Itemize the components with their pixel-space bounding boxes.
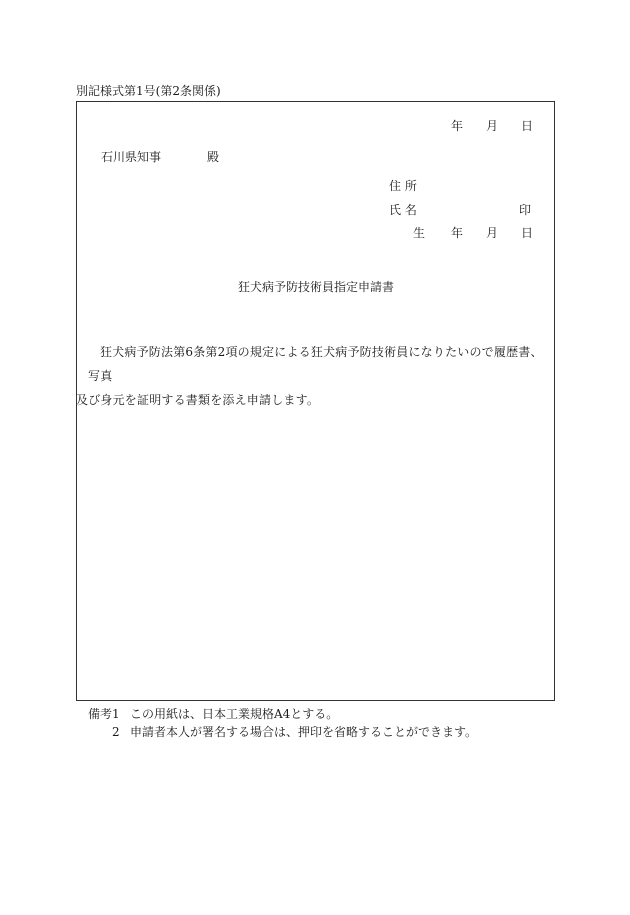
date-day: 日 [521,119,534,133]
addressee-honorific: 殿 [207,150,220,164]
address-label: 住 所 [389,179,417,193]
birth-year: 年 [451,226,464,240]
document-title: 狂犬病予防技術員指定申請書 [238,280,395,294]
addressee-governor: 石川県知事 [101,150,162,164]
name-label: 氏 名 [389,203,417,217]
application-body [76,340,548,412]
form-number: 別記様式第1号(第2条関係) [76,84,221,98]
note-2-number: 2 [112,725,120,739]
birth-day: 日 [521,226,534,240]
body-line-2: 及び身元を証明する書類を添え申請します。 [76,393,320,407]
note-2: 申請者本人が署名する場合は、押印を省略することができます。 [130,725,478,739]
body-line-1: 狂犬病予防法第6条第2項の規定による狂犬病予防技術員になりたいので履歴書、写真 [88,345,543,383]
note-1: この用紙は、日本工業規格A4とする。 [130,707,339,721]
date-year: 年 [451,119,464,133]
birth-label: 生 [413,226,426,240]
notes-label: 備考1 [88,707,120,721]
seal-mark: 印 [519,203,532,217]
birth-month: 月 [486,226,499,240]
date-month: 月 [486,119,499,133]
